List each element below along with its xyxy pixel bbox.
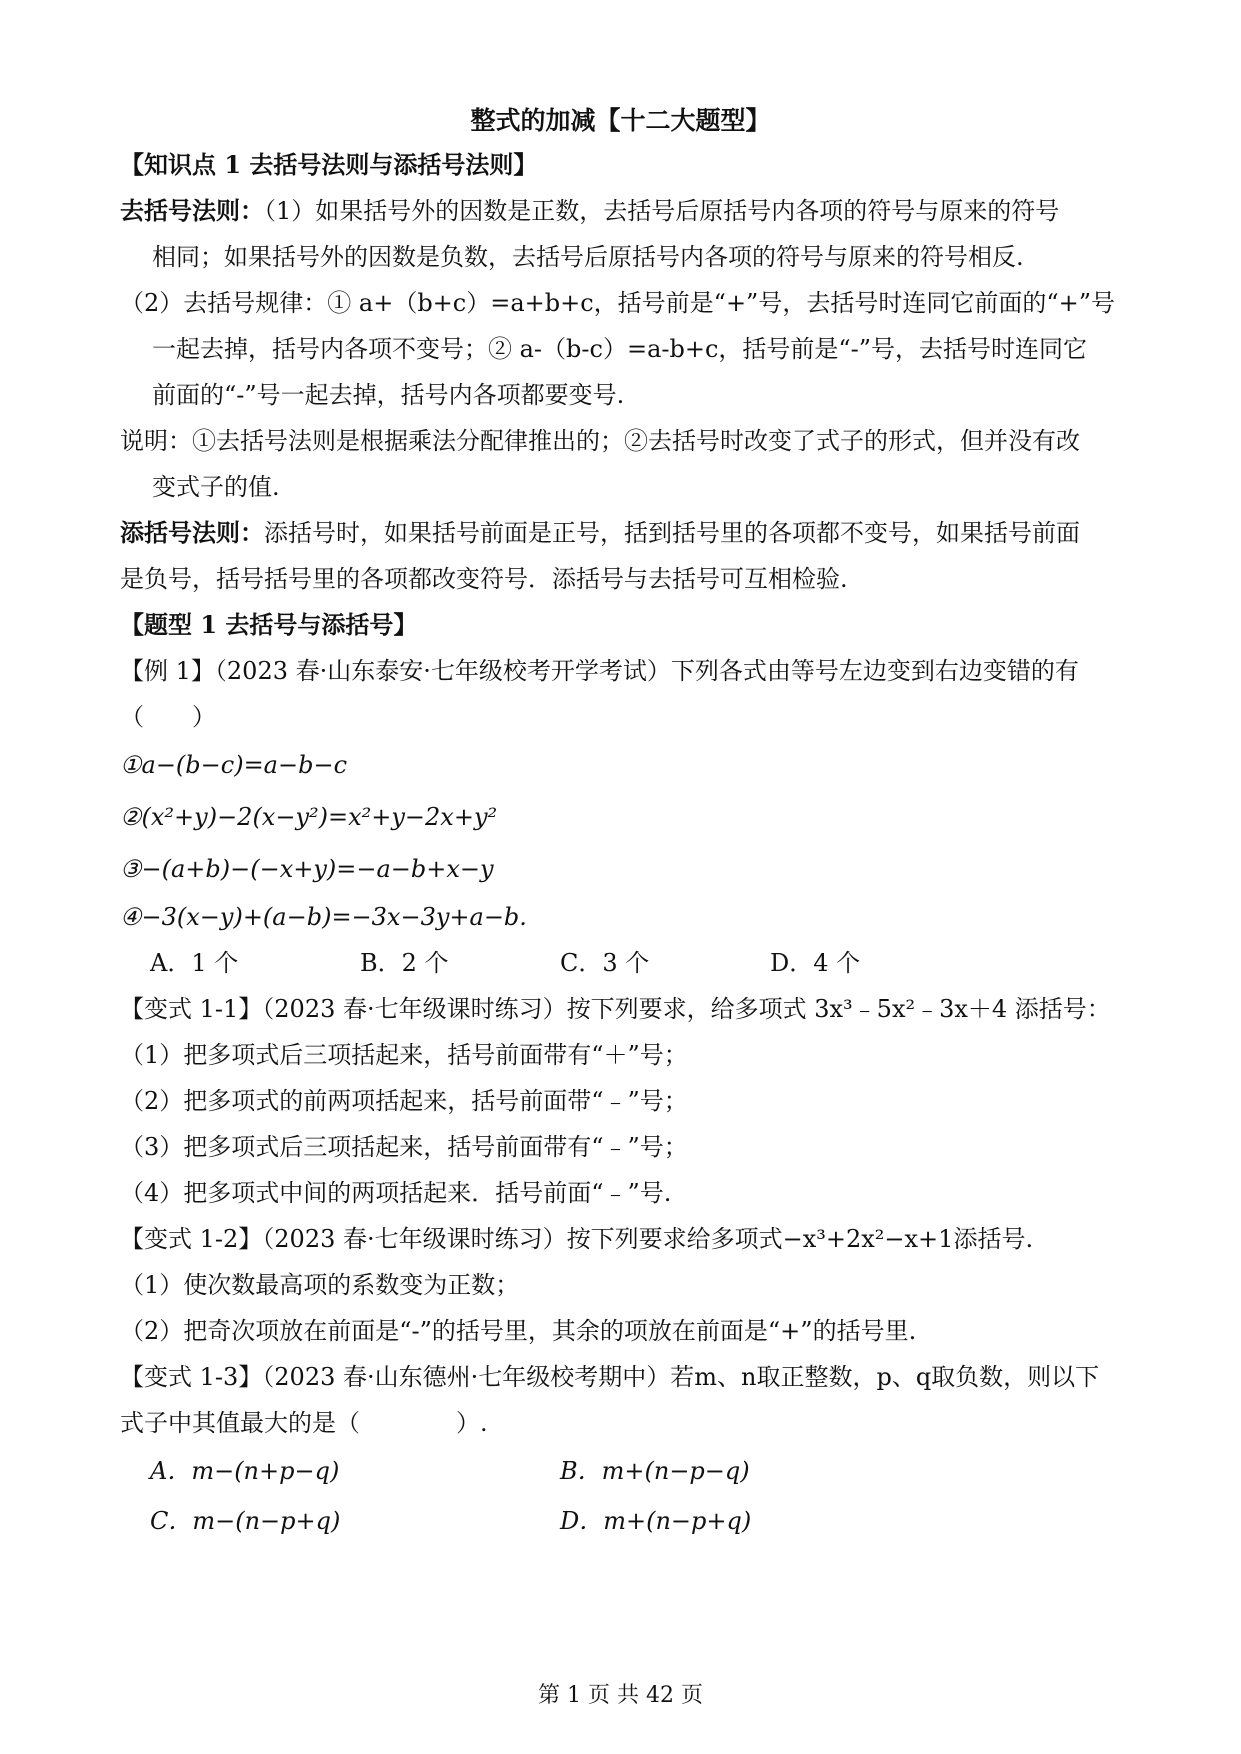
type1-heading: 【题型 1 去括号与添括号】 — [120, 610, 418, 639]
variant1-2-stem — [120, 1222, 1131, 1256]
variant1-2-text: （2023 春·七年级课时练习）按下列要求给多项式−x³+2x²−x+1添括号. — [262, 1225, 1034, 1253]
rule-label: 去括号法则： — [120, 196, 264, 225]
variant1-1-stem — [120, 992, 1131, 1026]
rule-paragraph-line-2: 相同；如果括号外的因数是负数，去括号后原括号内各项的符号与原来的符号相反. — [152, 243, 1024, 271]
example1-text: （2023 春·山东泰安·七年级校考开学考试）下列各式由等号左边变到右边变错的有 — [214, 657, 1079, 685]
example1-item-3: ③−(a+b)−(−x+y)=−a−b+x−y — [120, 855, 494, 883]
variant1-3-stem — [120, 1360, 1131, 1394]
variant1-1-item-3: （3）把多项式后三项括起来，括号前面带有“﹣”号； — [120, 1133, 688, 1161]
note-line-2: 变式子的值. — [152, 473, 280, 501]
variant1-2-label: 【变式 1-2】 — [120, 1225, 263, 1253]
variant1-3-label: 【变式 1-3】 — [120, 1363, 263, 1391]
variant1-1-item-1: （1）把多项式后三项括起来，括号前面带有“＋”号； — [120, 1041, 688, 1069]
example1-item-2: ②(x²+y)−2(x−y²)=x²+y−2x+y² — [120, 803, 498, 831]
option-b: B．2 个 — [360, 949, 449, 977]
variant1-1-label: 【变式 1-1】 — [120, 995, 263, 1023]
option-a: A．1 个 — [150, 949, 239, 977]
knowledge-heading: 【知识点 1 去括号法则与添括号法则】 — [120, 150, 538, 179]
add-paragraph-line-2: 是负号，括号括号里的各项都改变符号．添括号与去括号可互相检验. — [120, 565, 848, 593]
example1-stem — [120, 654, 1131, 688]
add-text-1: 添括号时，如果括号前面是正号，括到括号里的各项都不变号，如果括号前面 — [264, 519, 1080, 547]
rule-text-1: （1）如果括号外的因数是正数，去括号后原括号内各项的符号与原来的符号 — [264, 197, 1060, 225]
variant1-1-item-4: （4）把多项式中间的两项括起来．括号前面“﹣”号. — [120, 1179, 672, 1207]
law-line-2: 一起去掉，括号内各项不变号；② a-（b-c）=a-b+c，括号前是“-”号，去括号时连同它 — [152, 335, 1088, 363]
variant1-2-item-2: （2）把奇次项放在前面是“-”的括号里，其余的项放在前面是“+”的括号里. — [120, 1317, 917, 1345]
page-footer: 第 1 页 共 42 页 — [538, 1683, 703, 1708]
example1-item-1: ①a−(b−c)=a−b−c — [120, 751, 348, 779]
law-line-1: （2）去括号规律：① a+（b+c）=a+b+c，括号前是“+”号，去括号时连同它前面的“+”号 — [120, 289, 1115, 317]
variant1-3-text: （2023 春·山东德州·七年级校考期中）若m、n取正整数，p、q取负数，则以下 — [262, 1363, 1100, 1391]
rule-paragraph-line-1 — [120, 194, 1131, 228]
option-d: D．4 个 — [770, 949, 861, 977]
example1-item-4: ④−3(x−y)+(a−b)=−3x−3y+a−b. — [120, 903, 527, 931]
example1-label: 【例 1】 — [120, 657, 215, 685]
variant1-2-item-1: （1）使次数最高项的系数变为正数； — [120, 1271, 520, 1299]
option-c: C．3 个 — [560, 949, 650, 977]
variant1-3-option-a: A．m−(n+p−q) — [150, 1457, 340, 1485]
add-label: 添括号法则： — [120, 518, 264, 547]
page-title: 整式的加减【十二大题型】 — [470, 106, 771, 135]
example1-blank: （ ） — [120, 703, 216, 731]
variant1-3-option-c: C．m−(n−p+q) — [150, 1507, 341, 1535]
variant1-3-stem-2: 式子中其值最大的是（ ）. — [120, 1409, 488, 1437]
variant1-1-item-2: （2）把多项式的前两项括起来，括号前面带“﹣”号； — [120, 1087, 688, 1115]
variant1-3-option-b: B．m+(n−p−q) — [560, 1457, 750, 1485]
add-paragraph-line-1 — [120, 516, 1131, 550]
variant1-3-option-d: D．m+(n−p+q) — [560, 1507, 752, 1535]
variant1-1-text: （2023 春·七年级课时练习）按下列要求，给多项式 3x³﹣5x²﹣3x＋4 添括号： — [262, 995, 1111, 1023]
law-line-3: 前面的“-”号一起去掉，括号内各项都要变号. — [152, 381, 625, 409]
note-line-1: 说明：①去括号法则是根据乘法分配律推出的；②去括号时改变了式子的形式，但并没有改 — [120, 427, 1080, 455]
